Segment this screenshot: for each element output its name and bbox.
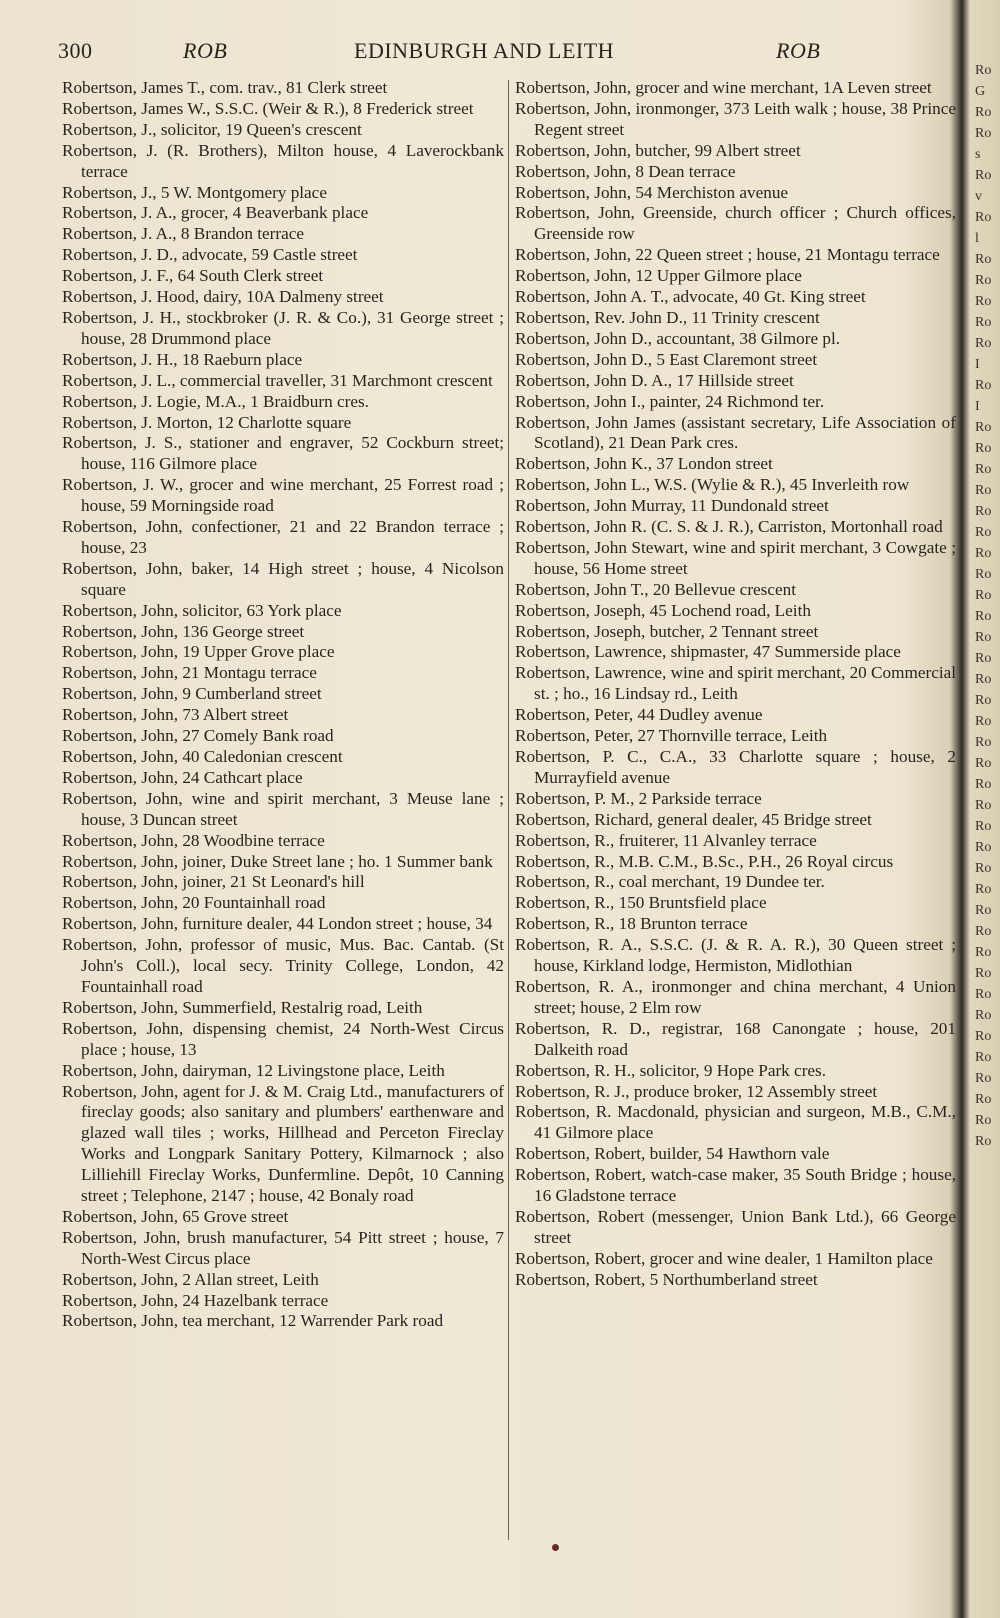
margin-fragment: Ro xyxy=(975,609,992,624)
margin-fragment: Ro xyxy=(975,420,992,435)
directory-entry: Robertson, John, grocer and wine merchant, 1A Leven street xyxy=(515,78,932,97)
directory-entry: Robertson, J. Hood, dairy, 10A Dalmeny street xyxy=(62,287,384,307)
directory-entry: Robertson, J. H., stockbroker (J. R. & Co.), 31 George street ; house, 28 Drummond place xyxy=(62,307,504,348)
directory-entry: Robertson, J., solicitor, 19 Queen's crescent xyxy=(62,119,362,139)
directory-entry: Robertson, John, baker, 14 High street ; house, 4 Nicolson square xyxy=(62,558,504,599)
directory-entry: Robertson, John T., 20 Bellevue crescent xyxy=(515,579,796,599)
directory-entry: Robertson, John, furniture dealer, 44 London street ; house, 34 xyxy=(62,914,493,934)
margin-fragment: Ro xyxy=(975,273,992,288)
margin-fragment: Ro xyxy=(975,588,992,603)
directory-entry: Robertson, R., fruiterer, 11 Alvanley terrace xyxy=(515,830,817,850)
margin-fragment: Ro xyxy=(975,1029,992,1044)
margin-fragment: Ro xyxy=(975,546,992,561)
directory-entry: Robertson, J., 5 W. Montgomery place xyxy=(62,182,327,202)
directory-entry: Robertson, John, 136 George street xyxy=(62,621,305,641)
directory-entry: Robertson, Joseph, butcher, 2 Tennant street xyxy=(515,621,819,641)
margin-fragment: Ro xyxy=(975,672,992,687)
directory-entry: Robertson, Robert, builder, 54 Hawthorn vale xyxy=(515,1144,830,1164)
directory-entry: Robertson, John, tea merchant, 12 Warrender Park road xyxy=(62,1311,444,1331)
margin-fragment: Ro xyxy=(975,441,992,456)
directory-entry: Robertson, John, dispensing chemist, 24 North-West Circus place ; house, 13 xyxy=(62,1018,504,1059)
margin-fragment: Ro xyxy=(975,861,992,876)
margin-fragment: Ro xyxy=(975,882,992,897)
directory-entry: Robertson, J. (R. Brothers), Milton house, 4 Laverockbank terrace xyxy=(62,140,504,181)
directory-entry: Robertson, John, solicitor, 63 York place xyxy=(62,600,342,620)
margin-fragment: Ro xyxy=(975,378,992,393)
directory-entry: Robertson, John, Greenside, church officer ; Church offices, Greenside row xyxy=(515,203,956,244)
directory-entry: Robertson, Robert, grocer and wine dealer, 1 Hamilton place xyxy=(515,1248,933,1268)
margin-fragment: Ro xyxy=(975,168,992,183)
directory-entry: Robertson, Rev. John D., 11 Trinity crescent xyxy=(515,307,820,327)
directory-entry: Robertson, John, brush manufacturer, 54 Pitt street ; house, 7 North-West Circus place xyxy=(62,1227,504,1268)
directory-entry: Robertson, R., 18 Brunton terrace xyxy=(515,914,748,934)
directory-entry: Robertson, John D. A., 17 Hillside street xyxy=(515,370,794,390)
running-head-right: ROB xyxy=(776,38,821,63)
directory-entry: Robertson, John, 2 Allan street, Leith xyxy=(62,1269,319,1289)
directory-entry: Robertson, James W., S.S.C. (Weir & R.), 8 Frederick street xyxy=(62,98,474,118)
directory-entry: Robertson, J. Logie, M.A., 1 Braidburn cres. xyxy=(62,391,369,411)
directory-entry: Robertson, R. H., solicitor, 9 Hope Park cres. xyxy=(515,1060,827,1080)
directory-entry: Robertson, John D., 5 East Claremont street xyxy=(515,349,818,369)
directory-entry: Robertson, John, 54 Merchiston avenue xyxy=(515,182,789,202)
directory-entry: Robertson, John James (assistant secretary, Life Association of Scotland), 21 Dean Park cres. xyxy=(515,412,956,453)
margin-fragment: Ro xyxy=(975,987,992,1002)
directory-entry: Robertson, John, 28 Woodbine terrace xyxy=(62,830,325,850)
margin-fragment: G xyxy=(975,84,986,99)
directory-entry: Robertson, John D., accountant, 38 Gilmore pl. xyxy=(515,328,841,348)
margin-fragment: Ro xyxy=(975,504,992,519)
margin-fragment: Ro xyxy=(975,777,992,792)
directory-entry: Robertson, John, 24 Cathcart place xyxy=(62,767,303,787)
directory-entry: Robertson, J. Morton, 12 Charlotte square xyxy=(62,412,352,432)
directory-entry: Robertson, J. W., grocer and wine merchant, 25 Forrest road ; house, 59 Morningside road xyxy=(62,475,504,516)
directory-entry: Robertson, R., M.B. C.M., B.Sc., P.H., 26 Royal circus xyxy=(515,851,894,871)
directory-entry: Robertson, P. C., C.A., 33 Charlotte square ; house, 2 Murrayfield avenue xyxy=(515,747,956,787)
directory-entry: Robertson, James T., com. trav., 81 Clerk street xyxy=(62,78,388,97)
margin-fragment: Ro xyxy=(975,924,992,939)
directory-entry: Robertson, Robert (messenger, Union Bank Ltd.), 66 George street xyxy=(515,1206,956,1247)
page-header xyxy=(58,38,954,72)
directory-entry: Robertson, P. M., 2 Parkside terrace xyxy=(515,788,762,808)
directory-entry: Robertson, John, 27 Comely Bank road xyxy=(62,726,334,746)
directory-entry: Robertson, John, ironmonger, 373 Leith walk ; house, 38 Prince Regent street xyxy=(515,98,956,139)
directory-entry: Robertson, John, joiner, 21 St Leonard's hill xyxy=(62,872,365,892)
margin-fragment: I xyxy=(975,399,980,414)
ink-spot xyxy=(552,1544,559,1551)
directory-entry: Robertson, John, 9 Cumberland street xyxy=(62,684,322,704)
left-column xyxy=(62,78,504,1332)
margin-fragment: Ro xyxy=(975,630,992,645)
directory-entry: Robertson, John Stewart, wine and spirit merchant, 3 Cowgate ; house, 56 Home street xyxy=(515,537,956,578)
directory-entry: Robertson, John, 40 Caledonian crescent xyxy=(62,747,343,766)
directory-entry: Robertson, John, 21 Montagu terrace xyxy=(62,663,317,683)
directory-entry: Robertson, R. D., registrar, 168 Canongate ; house, 201 Dalkeith road xyxy=(515,1018,956,1059)
directory-entry: Robertson, J. L., commercial traveller, 31 Marchmont crescent xyxy=(62,370,493,390)
directory-entry: Robertson, J. F., 64 South Clerk street xyxy=(62,266,324,286)
margin-fragment: Ro xyxy=(975,1134,992,1149)
directory-entry: Robertson, John, agent for J. & M. Craig Ltd., manufacturers of fireclay goods; also sanitary and plumbers' earthenware and glazed wall tiles ; works, Hillhead and Perceton Fireclay Works and Longpark Sanitary Pottery, Kilmarnock ; also Lilliehill Fireclay Works, Dunfermline. Depôt, 10 Canning street ; Telephone, 2147 ; house, 42 Bonaly road xyxy=(62,1081,504,1206)
margin-fragment: Ro xyxy=(975,819,992,834)
margin-fragment: Ro xyxy=(975,651,992,666)
margin-fragment: Ro xyxy=(975,966,992,981)
directory-entry: Robertson, Lawrence, shipmaster, 47 Summerside place xyxy=(515,642,901,662)
directory-entry: Robertson, John, 73 Albert street xyxy=(62,705,289,725)
directory-entry: Robertson, Robert, watch-case maker, 35 South Bridge ; house, 16 Gladstone terrace xyxy=(515,1165,956,1206)
directory-entry: Robertson, John, 24 Hazelbank terrace xyxy=(62,1290,329,1310)
margin-fragment: Ro xyxy=(975,1113,992,1128)
margin-fragment: Ro xyxy=(975,1092,992,1107)
margin-fragment: l xyxy=(975,231,979,246)
margin-fragment: Ro xyxy=(975,945,992,960)
directory-entry: Robertson, John, 20 Fountainhall road xyxy=(62,893,326,913)
margin-fragment: Ro xyxy=(975,294,992,309)
directory-entry: Robertson, John, professor of music, Mus. Bac. Cantab. (St John's Coll.), local secy. Trinity College, London, 42 Fountainhall road xyxy=(62,935,504,996)
margin-fragment: Ro xyxy=(975,525,992,540)
directory-entry: Robertson, R., coal merchant, 19 Dundee ter. xyxy=(515,872,825,892)
margin-fragment: Ro xyxy=(975,567,992,582)
margin-fragment: Ro xyxy=(975,462,992,477)
directory-entry: Robertson, J. H., 18 Raeburn place xyxy=(62,349,303,369)
margin-fragment: I xyxy=(975,357,980,372)
directory-entry: Robertson, John, 19 Upper Grove place xyxy=(62,642,335,662)
margin-fragment: Ro xyxy=(975,63,992,78)
page-number: 300 xyxy=(58,38,93,63)
directory-entry: Robertson, John, confectioner, 21 and 22 Brandon terrace ; house, 23 xyxy=(62,517,504,557)
margin-fragment: Ro xyxy=(975,126,992,141)
directory-entry: Robertson, John, 8 Dean terrace xyxy=(515,161,736,181)
margin-fragment: Ro xyxy=(975,798,992,813)
directory-entry: Robertson, R. A., ironmonger and china merchant, 4 Union street; house, 2 Elm row xyxy=(515,976,956,1017)
margin-fragment: Ro xyxy=(975,735,992,750)
page-title: EDINBURGH AND LEITH xyxy=(354,38,615,63)
directory-entry: Robertson, John R. (C. S. & J. R.), Carriston, Mortonhall road xyxy=(515,517,943,537)
directory-entry: Robertson, Joseph, 45 Lochend road, Leith xyxy=(515,600,811,620)
margin-fragment: Ro xyxy=(975,756,992,771)
directory-entry: Robertson, J. D., advocate, 59 Castle street xyxy=(62,245,358,265)
directory-entry: Robertson, John I., painter, 24 Richmond ter. xyxy=(515,391,825,411)
directory-entry: Robertson, J. A., 8 Brandon terrace xyxy=(62,224,305,244)
directory-entry: Robertson, R., 150 Bruntsfield place xyxy=(515,893,767,913)
directory-entry: Robertson, John, wine and spirit merchant, 3 Meuse lane ; house, 3 Duncan street xyxy=(62,788,504,829)
margin-fragment: Ro xyxy=(975,315,992,330)
margin-fragment: Ro xyxy=(975,1050,992,1065)
directory-entry: Robertson, Peter, 44 Dudley avenue xyxy=(515,705,763,725)
column-divider xyxy=(508,80,509,1540)
directory-entry: Robertson, R. J., produce broker, 12 Assembly street xyxy=(515,1081,878,1101)
directory-entry: Robertson, J. S., stationer and engraver, 52 Cockburn street; house, 116 Gilmore place xyxy=(62,433,504,474)
margin-fragment: Ro xyxy=(975,903,992,918)
margin-fragment: Ro xyxy=(975,252,992,267)
directory-entry: Robertson, John L., W.S. (Wylie & R.), 45 Inverleith row xyxy=(515,475,910,495)
directory-entry: Robertson, John A. T., advocate, 40 Gt. King street xyxy=(515,287,866,307)
directory-entry: Robertson, John, joiner, Duke Street lane ; ho. 1 Summer bank xyxy=(62,851,493,871)
directory-entry: Robertson, Robert, 5 Northumberland street xyxy=(515,1269,818,1289)
margin-fragment: Ro xyxy=(975,693,992,708)
margin-fragment: Ro xyxy=(975,210,992,225)
right-column xyxy=(515,78,956,1291)
directory-entry: Robertson, Peter, 27 Thornville terrace, Leith xyxy=(515,726,828,746)
running-head-left: ROB xyxy=(183,38,228,63)
directory-entry: Robertson, John, butcher, 99 Albert street xyxy=(515,140,801,160)
directory-entry: Robertson, John Murray, 11 Dundonald street xyxy=(515,496,829,516)
margin-fragment: Ro xyxy=(975,1071,992,1086)
adjacent-page-margin xyxy=(975,60,1000,1530)
directory-entry: Robertson, John, 12 Upper Gilmore place xyxy=(515,266,802,286)
directory-entry: Robertson, John, Summerfield, Restalrig road, Leith xyxy=(62,997,423,1017)
directory-entry: Robertson, Richard, general dealer, 45 Bridge street xyxy=(515,809,872,829)
directory-entry: Robertson, John, dairyman, 12 Livingstone place, Leith xyxy=(62,1060,445,1080)
directory-entry: Robertson, John, 65 Grove street xyxy=(62,1206,289,1226)
margin-fragment: Ro xyxy=(975,714,992,729)
margin-fragment: s xyxy=(975,147,981,162)
margin-fragment: Ro xyxy=(975,336,992,351)
directory-entry: Robertson, Lawrence, wine and spirit merchant, 20 Commercial st. ; ho., 16 Lindsay rd., Leith xyxy=(515,663,957,704)
directory-entry: Robertson, J. A., grocer, 4 Beaverbank place xyxy=(62,203,369,223)
directory-entry: Robertson, John, 22 Queen street ; house, 21 Montagu terrace xyxy=(515,245,940,265)
margin-fragment: Ro xyxy=(975,840,992,855)
directory-entry: Robertson, R. Macdonald, physician and surgeon, M.B., C.M., 41 Gilmore place xyxy=(515,1102,956,1143)
margin-fragment: Ro xyxy=(975,483,992,498)
directory-entry: Robertson, R. A., S.S.C. (J. & R. A. R.), 30 Queen street ; house, Kirkland lodge, Hermiston, Midlothian xyxy=(515,935,956,976)
margin-fragment: Ro xyxy=(975,105,992,120)
margin-fragment: v xyxy=(975,189,982,204)
directory-entry: Robertson, John K., 37 London street xyxy=(515,454,773,474)
margin-fragment: Ro xyxy=(975,1008,992,1023)
